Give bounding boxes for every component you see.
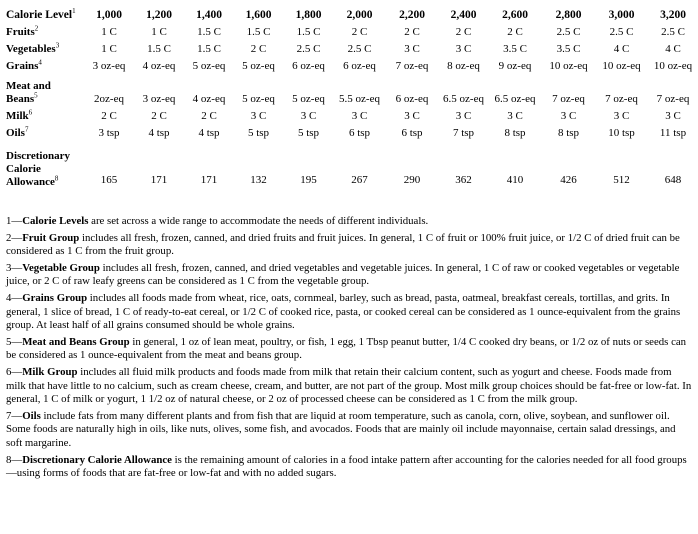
footnote-number: 8— <box>6 453 23 466</box>
table-cell: 2 C <box>201 110 217 122</box>
table-cell: 1 C <box>151 26 167 38</box>
table-cell: 7 tsp <box>452 127 475 139</box>
table-cell: 8 tsp <box>504 127 526 139</box>
table-cell: 7 oz-eq <box>552 93 585 105</box>
table-cell: 1 C <box>101 43 117 55</box>
footnote-text: includes all fresh, frozen, canned, and dried vegetables and vegetable juices. In general, 1 C of raw or cooked vegetables or vegetable juice, or 2 C of raw leafy greens can be considered as 1 C from the vegetable group. <box>6 261 680 288</box>
table-cell: 5.5 oz-eq <box>339 93 380 105</box>
footnote <box>6 366 692 407</box>
table-cell: 5 oz-eq <box>242 93 275 105</box>
footnote-term: Grains Group <box>22 291 88 304</box>
table-cell: 3.5 C <box>503 43 527 55</box>
row-label-footnote-ref: 5 <box>34 91 38 100</box>
table-cell: 132 <box>250 174 267 186</box>
footnote-number: 6— <box>6 365 23 378</box>
table-cell: 4 oz-eq <box>192 93 226 105</box>
table-cell: 1 C <box>101 26 117 38</box>
table-cell: 7 oz-eq <box>605 93 638 105</box>
footnote-text: includes all fluid milk products and foods made from milk that retain their calcium content, such as yogurt and cheese. Foods made from milk that have little to no calcium, such as cream cheese, cream, and butter, are not part of the group. Most milk group choices should be fat-free or low-fat. In general, 1 C of milk or yogurt, 1 1/2 oz of natural cheese, or 2 oz of processed cheese can be considered as 1 C from the milk group. <box>6 365 692 406</box>
table-cell: 5 tsp <box>297 127 320 139</box>
table-cell: 2 C <box>507 26 523 38</box>
calorie-level-cell: 3,200 <box>660 9 686 21</box>
table-row <box>6 106 698 123</box>
table-cell: 426 <box>560 174 577 186</box>
table-cell: 3 tsp <box>98 127 120 139</box>
footnote-number: 4— <box>6 291 23 304</box>
calorie-level-cell: 2,600 <box>502 9 528 21</box>
row-label-text: Meat and Beans <box>6 80 51 105</box>
footnote-text: includes all fresh, frozen, canned, and dried fruits and fruit juices. In general, 1 C of fruit or 100% fruit juice, or 1/2 C of dried fruit can be considered as 1 C from the fruit group. <box>6 231 680 258</box>
table-cell: 3 C <box>455 110 472 122</box>
table-cell: 7 oz-eq <box>395 60 429 72</box>
table-cell: 3 C <box>250 110 267 122</box>
table-cell: 10 oz-eq <box>602 60 641 72</box>
table-cell: 1.5 C <box>147 43 171 55</box>
row-label-text: Discretionary Calorie Allowance <box>6 150 70 188</box>
table-cell: 6.5 oz-eq <box>443 93 484 105</box>
footnote-number: 1— <box>6 215 23 227</box>
table-row <box>6 56 698 73</box>
table-cell: 6 tsp <box>348 127 371 139</box>
table-cell: 2 C <box>250 43 267 55</box>
table-cell: 648 <box>664 174 682 186</box>
calorie-level-cell: 1,000 <box>96 9 122 21</box>
calorie-level-cell: 2,000 <box>346 9 373 21</box>
row-label <box>6 56 84 73</box>
calorie-level-cell: 2,400 <box>450 9 477 21</box>
table-cell: 7 oz-eq <box>656 93 690 105</box>
row-label-text: Grains <box>6 60 39 72</box>
table-cell: 5 oz-eq <box>242 60 275 72</box>
table-cell: 3 oz-eq <box>92 60 126 72</box>
table-cell: 6.5 oz-eq <box>494 93 536 105</box>
footnote <box>6 292 692 333</box>
footnote-term: Meat and Beans Group <box>22 335 130 348</box>
table-cell: 3 C <box>300 110 317 122</box>
row-label-text: Fruits <box>6 26 35 38</box>
food-intake-table <box>6 5 698 189</box>
footnote <box>6 336 692 363</box>
table-cell: 3 C <box>613 110 630 122</box>
table-cell: 4 C <box>665 43 681 55</box>
row-label-footnote-ref: 8 <box>54 174 59 183</box>
table-cell: 11 tsp <box>659 127 687 139</box>
footnote-term: Discretionary Calorie Allowance <box>22 453 172 466</box>
footnote-text: includes all foods made from wheat, rice, oats, cornmeal, barley, such as bread, pasta, oatmeal, breakfast cereals, tortillas, and grits. In general, 1 slice of bread, 1 C of ready-to-eat cereal, or 1/2 C of cooked rice, pasta, or cooked cereal can be considered as 1 ounce-equivalent from the grains group. At least half of all grains consumed should be whole grains. <box>6 291 681 332</box>
table-cell: 171 <box>200 174 218 186</box>
calorie-level-cell: 1,600 <box>245 9 272 21</box>
row-label-text: Oils <box>6 127 25 139</box>
calorie-level-cell: 2,200 <box>399 9 425 21</box>
table-cell: 1.5 C <box>197 26 221 38</box>
table-row <box>6 140 698 189</box>
row-label-text: Vegetables <box>6 43 56 55</box>
table-cell: 4 oz-eq <box>142 60 176 72</box>
table-cell: 5 tsp <box>247 127 270 139</box>
table-cell: 2oz-eq <box>94 93 124 105</box>
footnote-term: Vegetable Group <box>22 261 100 274</box>
calorie-level-cell: 1,200 <box>146 9 172 21</box>
footnote-term: Milk Group <box>22 365 78 378</box>
table-cell: 5 oz-eq <box>192 60 226 72</box>
row-label-footnote-ref: 2 <box>34 24 39 33</box>
footnote-term: Calorie Levels <box>22 215 89 227</box>
calorie-level-cell: 1,400 <box>196 9 222 21</box>
table-cell: 4 C <box>613 43 630 55</box>
footnote <box>6 232 692 259</box>
row-label-footnote-ref: 7 <box>24 125 29 134</box>
table-cell: 3 oz-eq <box>142 93 176 105</box>
table-cell: 6 tsp <box>401 127 423 139</box>
table-row <box>6 73 698 106</box>
footnote-text: are set across a wide range to accommodate the needs of different individuals. <box>88 215 429 227</box>
row-label-footnote-ref: 3 <box>55 41 60 50</box>
table-cell: 3 C <box>404 110 420 122</box>
table-cell: 3 C <box>560 110 577 122</box>
table-row <box>6 123 698 140</box>
table-cell: 3 C <box>507 110 523 122</box>
calorie-level-cell: 2,800 <box>555 9 582 21</box>
table-cell: 2 C <box>455 26 472 38</box>
row-label-footnote-ref: 6 <box>28 108 33 117</box>
table-cell: 290 <box>403 174 421 186</box>
table-cell: 2.5 C <box>661 26 685 38</box>
table-cell: 6 oz-eq <box>343 60 376 72</box>
row-label-text: Milk <box>6 110 29 122</box>
footnote-term: Fruit Group <box>22 231 80 244</box>
table-cell: 2 C <box>101 110 117 122</box>
table-cell: 3 C <box>665 110 681 122</box>
table-cell: 1.5 C <box>296 26 321 38</box>
footnote-number: 5— <box>6 335 23 348</box>
footnotes <box>6 215 692 484</box>
table-cell: 3 C <box>455 43 472 55</box>
calorie-level-cell: 1,800 <box>295 9 322 21</box>
table-cell: 3 C <box>351 110 368 122</box>
table-cell: 195 <box>300 174 317 186</box>
table-row <box>6 22 698 39</box>
table-cell: 8 oz-eq <box>447 60 480 72</box>
table-cell: 6 oz-eq <box>292 60 325 72</box>
table-cell: 2 C <box>351 26 368 38</box>
table-cell: 1.5 C <box>246 26 271 38</box>
table-cell: 2.5 C <box>556 26 581 38</box>
footnote-number: 2— <box>6 231 23 244</box>
table-cell: 4 tsp <box>198 127 220 139</box>
table-cell: 171 <box>150 174 168 186</box>
footnote <box>6 454 692 481</box>
row-label-footnote-ref: 4 <box>38 58 42 67</box>
table-cell: 2.5 C <box>296 43 321 55</box>
table-cell: 1.5 C <box>197 43 221 55</box>
table-cell: 10 tsp <box>608 127 635 139</box>
table-header-row <box>6 5 698 22</box>
table-cell: 10 oz-eq <box>653 60 693 72</box>
row-label <box>6 73 84 106</box>
row-label <box>6 140 84 189</box>
calorie-level-cell: 3,000 <box>608 9 635 21</box>
table-cell: 5 oz-eq <box>292 93 325 105</box>
table-cell: 10 oz-eq <box>549 60 588 72</box>
footnote-text: include fats from many different plants and from fish that are liquid at room temperature, such as canola, corn, olive, soybean, and sunflower oil. Some foods are naturally high in oils, like nuts, olives, some fish, and avocados. Foods that are mainly oil include mayonnaise, certain salad dressings, and soft margarine. <box>6 409 676 449</box>
table-cell: 2 C <box>151 110 167 122</box>
table-cell: 362 <box>455 174 472 186</box>
footnote-number: 3— <box>6 261 23 274</box>
footnote <box>6 410 692 451</box>
table-cell: 2.5 C <box>347 43 372 55</box>
footnote-text: is the remaining amount of calories in a food intake pattern after accounting for the calories needed for all food groups—using forms of foods that are fat-free or low-fat and with no added sugars. <box>6 453 687 480</box>
table-cell: 267 <box>351 174 368 186</box>
row-label <box>6 106 84 123</box>
table-row <box>6 39 698 56</box>
table-cell: 3.5 C <box>556 43 581 55</box>
footnote-term: Oils <box>22 409 41 422</box>
table-cell: 3 C <box>404 43 420 55</box>
row-label <box>6 22 84 39</box>
table-cell: 8 tsp <box>557 127 580 139</box>
calorie-level-label: Calorie Level$^1$ <box>6 7 76 21</box>
table-cell: 410 <box>506 174 524 186</box>
footnote-text: in general, 1 oz of lean meat, poultry, or fish, 1 egg, 1 Tbsp peanut butter, 1/4 C cooked dry beans, or 1/2 oz of nuts or seeds can be considered as 1 ounce-equivalent from the meat and beans group. <box>6 335 687 362</box>
table-cell: 9 oz-eq <box>498 60 532 72</box>
footnote <box>6 215 692 229</box>
table-cell: 2 C <box>404 26 420 38</box>
table-cell: 2.5 C <box>609 26 634 38</box>
row-label <box>6 123 84 140</box>
table-cell: 4 tsp <box>148 127 170 139</box>
table-cell: 512 <box>613 174 630 186</box>
footnote-number: 7— <box>6 409 23 422</box>
table-cell: 6 oz-eq <box>395 93 429 105</box>
row-label <box>6 39 84 56</box>
table-cell: 165 <box>100 174 118 186</box>
footnote <box>6 262 692 289</box>
